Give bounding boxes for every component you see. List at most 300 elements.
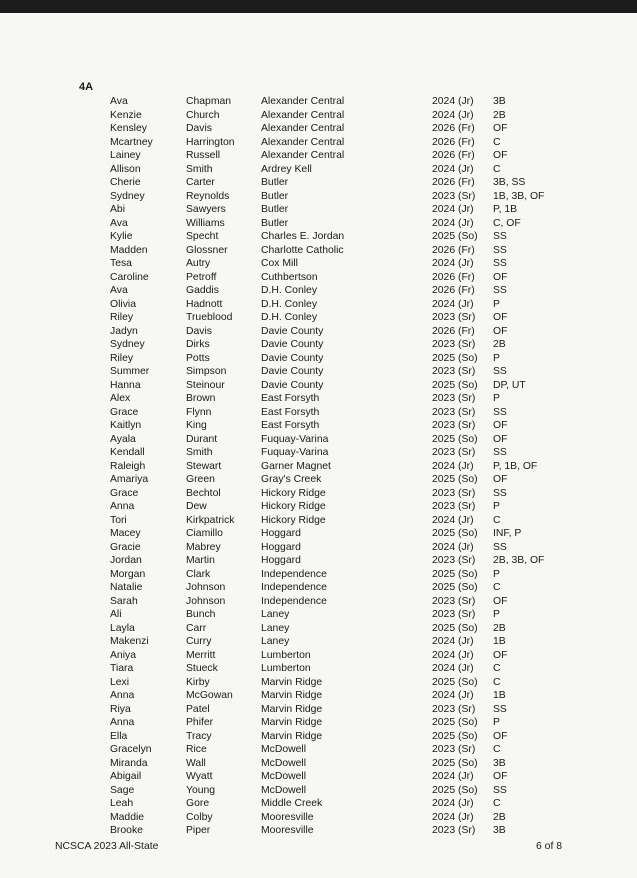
player-last-name: Johnson (186, 595, 226, 607)
player-row (0, 365, 637, 379)
player-first-name: Allison (110, 163, 141, 175)
player-first-name: Alex (110, 393, 131, 404)
player-row (0, 770, 637, 784)
player-row (0, 676, 637, 690)
player-row (0, 149, 637, 163)
player-row (0, 595, 637, 609)
player-position: C (493, 136, 501, 148)
player-row (0, 730, 637, 744)
player-school: Marvin Ridge (261, 690, 323, 701)
player-first-name: Brooke (110, 825, 143, 836)
player-class-year: 2026 (Fr) (432, 150, 475, 161)
player-last-name: Piper (186, 825, 211, 836)
player-first-name: Sydney (110, 339, 145, 350)
player-position: 3B, SS (493, 177, 526, 188)
player-class-year: 2025 (So) (432, 352, 478, 364)
player-position: C (493, 676, 501, 688)
player-position: OF (493, 433, 508, 445)
player-first-name: Anna (110, 690, 135, 701)
player-class-year: 2023 (Sr) (432, 595, 476, 607)
player-class-year: 2024 (Jr) (432, 258, 474, 269)
player-last-name: Stueck (186, 663, 218, 674)
player-last-name: Wyatt (186, 771, 213, 782)
player-school: Fuquay-Varina (261, 433, 329, 445)
player-class-year: 2024 (Jr) (432, 204, 474, 215)
player-school: Davie County (261, 379, 324, 391)
player-first-name: Kenzie (110, 109, 142, 121)
player-first-name: Tesa (110, 258, 132, 269)
player-school: Marvin Ridge (261, 730, 323, 742)
player-school: Marvin Ridge (261, 676, 323, 688)
player-position: OF (493, 123, 508, 134)
player-last-name: Specht (186, 231, 219, 242)
player-row (0, 784, 637, 798)
player-position: C (493, 798, 501, 809)
player-class-year: 2024 (Jr) (432, 690, 474, 701)
player-last-name: Smith (186, 447, 213, 458)
player-last-name: Carter (186, 177, 215, 188)
player-last-name: Hadnott (186, 298, 223, 310)
player-last-name: Trueblood (186, 312, 233, 323)
player-last-name: Clark (186, 568, 211, 580)
player-first-name: Macey (110, 528, 141, 539)
player-position: P, 1B, OF (493, 460, 538, 472)
player-school: McDowell (261, 757, 307, 769)
player-school: Butler (261, 190, 289, 202)
player-school: Davie County (261, 352, 324, 364)
player-last-name: Smith (186, 163, 213, 175)
player-school: East Forsyth (261, 420, 320, 431)
player-row (0, 541, 637, 555)
player-first-name: Tori (110, 514, 127, 526)
player-row (0, 689, 637, 703)
player-first-name: Ali (110, 609, 122, 620)
player-row (0, 122, 637, 136)
player-position: SS (493, 447, 507, 458)
player-last-name: Rice (186, 744, 207, 755)
player-position: 2B (493, 622, 506, 634)
player-row (0, 419, 637, 433)
player-row (0, 446, 637, 460)
player-school: D.H. Conley (261, 285, 318, 296)
player-row (0, 554, 637, 568)
player-last-name: Dirks (186, 339, 210, 350)
player-school: Independence (261, 568, 327, 580)
player-first-name: Olivia (110, 298, 136, 310)
player-school: Mooresville (261, 811, 314, 823)
player-row (0, 500, 637, 514)
player-school: Hickory Ridge (261, 514, 326, 526)
player-last-name: Young (186, 784, 216, 796)
player-position: 2B (493, 811, 506, 823)
player-class-year: 2025 (So) (432, 730, 478, 742)
player-position: OF (493, 312, 508, 323)
player-last-name: Kirkpatrick (186, 514, 235, 526)
player-school: Butler (261, 177, 289, 188)
player-school: Laney (261, 609, 290, 620)
player-position: OF (493, 474, 508, 485)
player-row (0, 298, 637, 312)
player-first-name: Cherie (110, 177, 141, 188)
player-class-year: 2023 (Sr) (432, 339, 476, 350)
player-class-year: 2026 (Fr) (432, 136, 475, 148)
player-row (0, 136, 637, 150)
player-last-name: Martin (186, 555, 215, 566)
player-last-name: Gore (186, 798, 210, 809)
player-school: Hickory Ridge (261, 487, 326, 499)
player-school: Alexander Central (261, 96, 345, 107)
player-first-name: Jadyn (110, 325, 138, 337)
player-position: SS (493, 703, 507, 715)
player-position: OF (493, 420, 508, 431)
player-school: Fuquay-Varina (261, 447, 329, 458)
player-school: Hoggard (261, 541, 301, 553)
player-first-name: Gracelyn (110, 744, 152, 755)
player-class-year: 2023 (Sr) (432, 190, 476, 202)
player-first-name: Lainey (110, 150, 141, 161)
player-class-year: 2023 (Sr) (432, 825, 476, 836)
player-position: 2B (493, 339, 506, 350)
player-school: Laney (261, 636, 290, 647)
player-first-name: Maddie (110, 811, 145, 823)
player-school: Garner Magnet (261, 460, 331, 472)
player-position: P (493, 717, 500, 728)
player-first-name: Ava (110, 285, 128, 296)
player-school: McDowell (261, 771, 307, 782)
player-last-name: Russell (186, 150, 221, 161)
player-first-name: Caroline (110, 271, 149, 283)
player-last-name: Kirby (186, 676, 210, 688)
player-last-name: Bechtol (186, 487, 221, 499)
player-first-name: Riley (110, 352, 134, 364)
player-row (0, 163, 637, 177)
player-first-name: Ava (110, 217, 128, 229)
player-position: OF (493, 325, 508, 337)
player-school: Butler (261, 204, 289, 215)
player-class-year: 2024 (Jr) (432, 109, 474, 121)
player-class-year: 2023 (Sr) (432, 555, 476, 566)
player-school: Charles E. Jordan (261, 231, 345, 242)
player-school: Lumberton (261, 663, 311, 674)
player-row (0, 473, 637, 487)
player-position: 1B (493, 690, 506, 701)
player-last-name: Wall (186, 757, 206, 769)
player-row (0, 325, 637, 339)
player-class-year: 2025 (So) (432, 231, 478, 242)
player-last-name: Patel (186, 703, 210, 715)
player-row (0, 527, 637, 541)
player-last-name: Bunch (186, 609, 216, 620)
player-class-year: 2023 (Sr) (432, 447, 476, 458)
player-last-name: McGowan (186, 690, 233, 701)
player-school: Independence (261, 595, 327, 607)
player-first-name: Kaitlyn (110, 420, 142, 431)
player-position: OF (493, 649, 508, 661)
player-first-name: Leah (110, 798, 134, 809)
player-last-name: Sawyers (186, 204, 226, 215)
player-row (0, 649, 637, 663)
player-last-name: Phifer (186, 717, 214, 728)
player-row (0, 217, 637, 231)
player-row (0, 811, 637, 825)
player-position: 3B (493, 825, 506, 836)
player-row (0, 460, 637, 474)
player-class-year: 2024 (Jr) (432, 217, 474, 229)
player-first-name: Abi (110, 204, 126, 215)
player-school: Gray's Creek (261, 474, 322, 485)
player-class-year: 2023 (Sr) (432, 487, 476, 499)
player-row (0, 230, 637, 244)
player-last-name: Reynolds (186, 190, 230, 202)
player-first-name: Miranda (110, 757, 148, 769)
player-row (0, 635, 637, 649)
player-position: P (493, 568, 500, 580)
player-school: D.H. Conley (261, 298, 318, 310)
player-school: Alexander Central (261, 123, 345, 134)
player-first-name: Riya (110, 703, 131, 715)
player-position: P (493, 609, 500, 620)
player-first-name: Jordan (110, 555, 142, 566)
player-last-name: Gaddis (186, 285, 219, 296)
player-school: Alexander Central (261, 150, 345, 161)
player-first-name: Amariya (110, 474, 149, 485)
viewer-top-bar (0, 0, 637, 13)
player-class-year: 2023 (Sr) (432, 393, 476, 404)
player-last-name: Petroff (186, 271, 217, 283)
player-class-year: 2024 (Jr) (432, 811, 474, 823)
footer-title: NCSCA 2023 All-State (55, 841, 159, 852)
player-class-year: 2025 (So) (432, 757, 478, 769)
player-first-name: Anna (110, 501, 135, 512)
player-last-name: Merritt (186, 649, 216, 661)
player-first-name: Ella (110, 730, 128, 742)
player-position: SS (493, 366, 507, 377)
player-class-year: 2024 (Jr) (432, 636, 474, 647)
player-school: Davie County (261, 366, 324, 377)
player-position: P (493, 393, 500, 404)
player-row (0, 392, 637, 406)
player-row (0, 487, 637, 501)
player-class-year: 2024 (Jr) (432, 771, 474, 782)
player-first-name: Kendall (110, 447, 145, 458)
player-first-name: Ava (110, 96, 128, 107)
player-class-year: 2024 (Jr) (432, 798, 474, 809)
player-last-name: Tracy (186, 730, 212, 742)
page-number: 6 of 8 (536, 841, 562, 852)
player-position: P (493, 501, 500, 512)
player-last-name: Colby (186, 811, 213, 823)
player-position: OF (493, 730, 508, 742)
player-first-name: Mcartney (110, 136, 153, 148)
player-position: 3B (493, 96, 506, 107)
player-first-name: Natalie (110, 582, 143, 593)
player-first-name: Makenzi (110, 636, 149, 647)
player-last-name: Durant (186, 433, 218, 445)
player-position: 3B (493, 757, 506, 769)
player-first-name: Anna (110, 717, 135, 728)
player-class-year: 2024 (Jr) (432, 649, 474, 661)
player-last-name: Glossner (186, 244, 228, 256)
player-row (0, 244, 637, 258)
player-first-name: Hanna (110, 379, 141, 391)
player-school: Middle Creek (261, 798, 323, 809)
player-position: SS (493, 487, 507, 499)
player-class-year: 2025 (So) (432, 433, 478, 445)
player-row (0, 311, 637, 325)
player-position: 2B, 3B, OF (493, 555, 545, 566)
player-school: Cox Mill (261, 258, 298, 269)
player-roster (0, 95, 637, 838)
player-row (0, 271, 637, 285)
player-school: East Forsyth (261, 406, 320, 418)
player-row (0, 608, 637, 622)
player-class-year: 2025 (So) (432, 528, 478, 539)
player-school: D.H. Conley (261, 312, 318, 323)
player-last-name: Johnson (186, 582, 226, 593)
player-class-year: 2025 (So) (432, 474, 478, 485)
player-last-name: Stewart (186, 460, 222, 472)
player-first-name: Lexi (110, 676, 130, 688)
player-class-year: 2023 (Sr) (432, 420, 476, 431)
player-school: Marvin Ridge (261, 703, 323, 715)
player-row (0, 514, 637, 528)
player-position: SS (493, 258, 507, 269)
player-row (0, 257, 637, 271)
player-first-name: Kensley (110, 123, 147, 134)
player-class-year: 2024 (Jr) (432, 514, 474, 526)
division-heading: 4A (79, 81, 94, 93)
player-last-name: Carr (186, 622, 207, 634)
player-first-name: Grace (110, 406, 139, 418)
player-first-name: Layla (110, 622, 135, 634)
player-school: Hoggard (261, 555, 301, 566)
player-position: C (493, 163, 501, 175)
player-class-year: 2026 (Fr) (432, 177, 475, 188)
player-row (0, 622, 637, 636)
player-school: Davie County (261, 339, 324, 350)
player-school: Hickory Ridge (261, 501, 326, 512)
player-row (0, 352, 637, 366)
player-school: Davie County (261, 325, 324, 337)
player-class-year: 2023 (Sr) (432, 703, 476, 715)
player-row (0, 743, 637, 757)
player-last-name: Autry (186, 258, 211, 269)
player-first-name: Riley (110, 312, 134, 323)
player-row (0, 95, 637, 109)
player-class-year: 2023 (Sr) (432, 406, 476, 418)
player-class-year: 2024 (Jr) (432, 96, 474, 107)
player-class-year: 2023 (Sr) (432, 501, 476, 512)
player-first-name: Kylie (110, 231, 133, 242)
player-position: INF, P (493, 528, 522, 539)
player-school: Charlotte Catholic (261, 244, 344, 256)
player-first-name: Madden (110, 244, 148, 256)
player-row (0, 797, 637, 811)
player-school: Ardrey Kell (261, 163, 312, 175)
player-school: Alexander Central (261, 136, 345, 148)
player-row (0, 176, 637, 190)
player-first-name: Sage (110, 784, 135, 796)
player-position: OF (493, 771, 508, 782)
player-class-year: 2026 (Fr) (432, 285, 475, 296)
player-last-name: Davis (186, 123, 212, 134)
player-class-year: 2023 (Sr) (432, 366, 476, 377)
player-last-name: Curry (186, 636, 212, 647)
player-first-name: Raleigh (110, 460, 146, 472)
player-last-name: Church (186, 109, 220, 121)
player-position: OF (493, 150, 508, 161)
player-school: Marvin Ridge (261, 717, 323, 728)
player-class-year: 2025 (So) (432, 717, 478, 728)
player-last-name: Dew (186, 501, 207, 512)
player-position: SS (493, 784, 507, 796)
player-class-year: 2023 (Sr) (432, 609, 476, 620)
player-last-name: Mabrey (186, 541, 221, 553)
player-row (0, 568, 637, 582)
player-position: SS (493, 231, 507, 242)
player-last-name: Steinour (186, 379, 225, 391)
player-position: C (493, 663, 501, 674)
player-last-name: Potts (186, 352, 210, 364)
player-position: 1B (493, 636, 506, 647)
player-row (0, 338, 637, 352)
player-first-name: Sarah (110, 595, 138, 607)
player-first-name: Gracie (110, 541, 141, 553)
player-school: Cuthbertson (261, 271, 318, 283)
player-position: 2B (493, 109, 506, 121)
player-row (0, 284, 637, 298)
player-last-name: Harrington (186, 136, 235, 148)
player-class-year: 2026 (Fr) (432, 271, 475, 283)
player-row (0, 716, 637, 730)
player-school: Butler (261, 217, 289, 229)
player-position: OF (493, 595, 508, 607)
player-row (0, 379, 637, 393)
player-class-year: 2024 (Jr) (432, 298, 474, 310)
player-school: Hoggard (261, 528, 301, 539)
player-last-name: Flynn (186, 406, 212, 418)
player-first-name: Sydney (110, 190, 145, 202)
player-position: SS (493, 285, 507, 296)
player-class-year: 2024 (Jr) (432, 541, 474, 553)
player-row (0, 662, 637, 676)
player-position: P, 1B (493, 204, 518, 215)
player-last-name: Chapman (186, 96, 232, 107)
player-position: P (493, 352, 500, 364)
player-school: East Forsyth (261, 393, 320, 404)
player-first-name: Summer (110, 366, 150, 377)
player-class-year: 2023 (Sr) (432, 744, 476, 755)
player-position: SS (493, 541, 507, 553)
player-school: Mooresville (261, 825, 314, 836)
player-class-year: 2025 (So) (432, 676, 478, 688)
player-first-name: Grace (110, 487, 139, 499)
player-last-name: Brown (186, 393, 216, 404)
player-row (0, 824, 637, 838)
player-class-year: 2025 (So) (432, 568, 478, 580)
player-row (0, 190, 637, 204)
player-class-year: 2024 (Jr) (432, 163, 474, 175)
player-last-name: Green (186, 474, 215, 485)
player-class-year: 2025 (So) (432, 784, 478, 796)
player-school: McDowell (261, 784, 307, 796)
player-first-name: Abigail (110, 771, 142, 782)
player-class-year: 2024 (Jr) (432, 460, 474, 472)
player-row (0, 581, 637, 595)
player-class-year: 2026 (Fr) (432, 325, 475, 337)
player-position: C (493, 582, 501, 593)
player-class-year: 2025 (So) (432, 379, 478, 391)
